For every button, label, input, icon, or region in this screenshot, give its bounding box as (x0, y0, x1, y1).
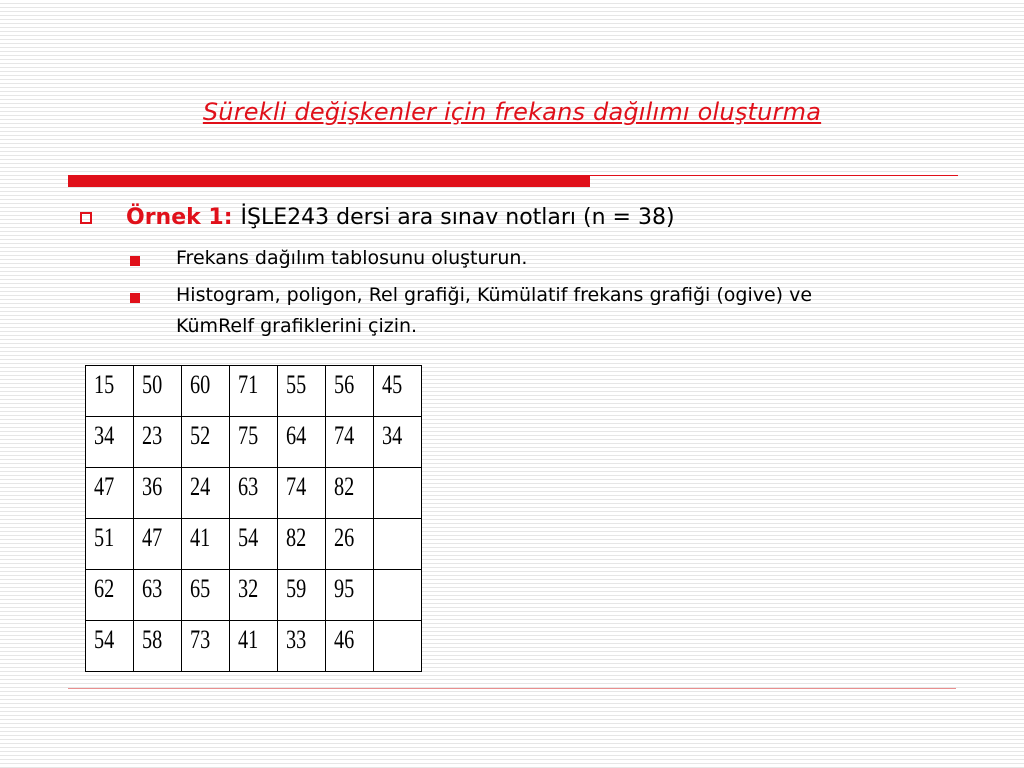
table-cell (230, 519, 278, 570)
table-cell (278, 417, 326, 468)
table-cell (134, 366, 182, 417)
table-row (86, 621, 422, 672)
cell-value: 34 (94, 421, 115, 450)
table-cell (278, 519, 326, 570)
cell-value: 23 (142, 421, 163, 450)
table-cell (374, 468, 422, 519)
table-cell (134, 621, 182, 672)
table-cell (230, 417, 278, 468)
cell-value: 73 (190, 625, 211, 654)
cell-value: 64 (286, 421, 307, 450)
table-cell (86, 417, 134, 468)
cell-value: 56 (334, 370, 355, 399)
table-cell (326, 366, 374, 417)
slide-title: Sürekli değişkenler için frekans dağılımı oluşturma (202, 98, 822, 126)
table-cell (134, 519, 182, 570)
table-cell (182, 570, 230, 621)
cell-value: 63 (142, 574, 163, 603)
cell-value: 34 (382, 421, 403, 450)
cell-value: 52 (190, 421, 211, 450)
table-cell (182, 366, 230, 417)
cell-value: 59 (286, 574, 307, 603)
table-cell (86, 621, 134, 672)
table-row (86, 417, 422, 468)
table-cell (326, 519, 374, 570)
example-text: İŞLE243 dersi ara sınav notları (n = 38) (240, 205, 675, 230)
cell-value: 75 (238, 421, 259, 450)
table-cell (326, 621, 374, 672)
cell-value: 15 (94, 370, 115, 399)
table-cell (182, 519, 230, 570)
table-cell (230, 621, 278, 672)
table-cell (134, 417, 182, 468)
table-cell (182, 621, 230, 672)
sub-bullet-text: Frekans dağılım tablosunu oluşturun. (176, 247, 528, 269)
table-cell (374, 417, 422, 468)
table-cell (374, 366, 422, 417)
cell-value: 45 (382, 370, 403, 399)
cell-value: 95 (334, 574, 355, 603)
table-cell (278, 468, 326, 519)
cell-value: 74 (286, 472, 307, 501)
cell-value: 47 (142, 523, 163, 552)
cell-value: 82 (334, 472, 355, 501)
cell-value: 33 (286, 625, 307, 654)
table-cell (278, 366, 326, 417)
table-cell (182, 468, 230, 519)
cell-value: 26 (334, 523, 355, 552)
cell-value: 60 (190, 370, 211, 399)
table-row (86, 519, 422, 570)
cell-value: 54 (94, 625, 115, 654)
table-cell (86, 366, 134, 417)
table-cell (374, 570, 422, 621)
table-cell (374, 621, 422, 672)
cell-value: 71 (238, 370, 259, 399)
table-cell (326, 570, 374, 621)
table-cell (182, 417, 230, 468)
sub-bullet (130, 286, 830, 342)
cell-value: 46 (334, 625, 355, 654)
table-cell (134, 570, 182, 621)
cell-value: 36 (142, 472, 163, 501)
cell-value: 55 (286, 370, 307, 399)
table-row (86, 366, 422, 417)
solid-square-bullet-icon (130, 293, 140, 303)
title-rule-thick (68, 175, 590, 187)
cell-value: 32 (238, 574, 259, 603)
cell-value: 65 (190, 574, 211, 603)
cell-value: 74 (334, 421, 355, 450)
bottom-rule (68, 688, 956, 689)
table-cell (230, 468, 278, 519)
example-label: Örnek 1: (126, 205, 233, 230)
cell-value: 50 (142, 370, 163, 399)
table-cell (134, 468, 182, 519)
sub-bullet (130, 249, 527, 274)
cell-value: 41 (190, 523, 211, 552)
table-cell (86, 468, 134, 519)
cell-value: 54 (238, 523, 259, 552)
table-cell (230, 366, 278, 417)
table-row (86, 468, 422, 519)
table-cell (374, 519, 422, 570)
table-cell (86, 570, 134, 621)
table-cell (278, 570, 326, 621)
table-cell (326, 468, 374, 519)
table-cell (86, 519, 134, 570)
cell-value: 51 (94, 523, 115, 552)
main-bullet (80, 205, 675, 230)
hollow-square-bullet-icon (80, 212, 92, 224)
grades-table (85, 365, 422, 672)
cell-value: 62 (94, 574, 115, 603)
table-cell (278, 621, 326, 672)
cell-value: 58 (142, 625, 163, 654)
solid-square-bullet-icon (130, 256, 140, 266)
cell-value: 63 (238, 472, 259, 501)
table-cell (230, 570, 278, 621)
table-cell (326, 417, 374, 468)
cell-value: 41 (238, 625, 259, 654)
table-row (86, 570, 422, 621)
title-rule-thin (590, 175, 958, 176)
cell-value: 82 (286, 523, 307, 552)
cell-value: 47 (94, 472, 115, 501)
sub-bullet-text: Histogram, poligon, Rel grafiği, Kümülatif frekans grafiği (ogive) ve KümRelf grafiklerini çizin. (176, 284, 813, 337)
cell-value: 24 (190, 472, 211, 501)
